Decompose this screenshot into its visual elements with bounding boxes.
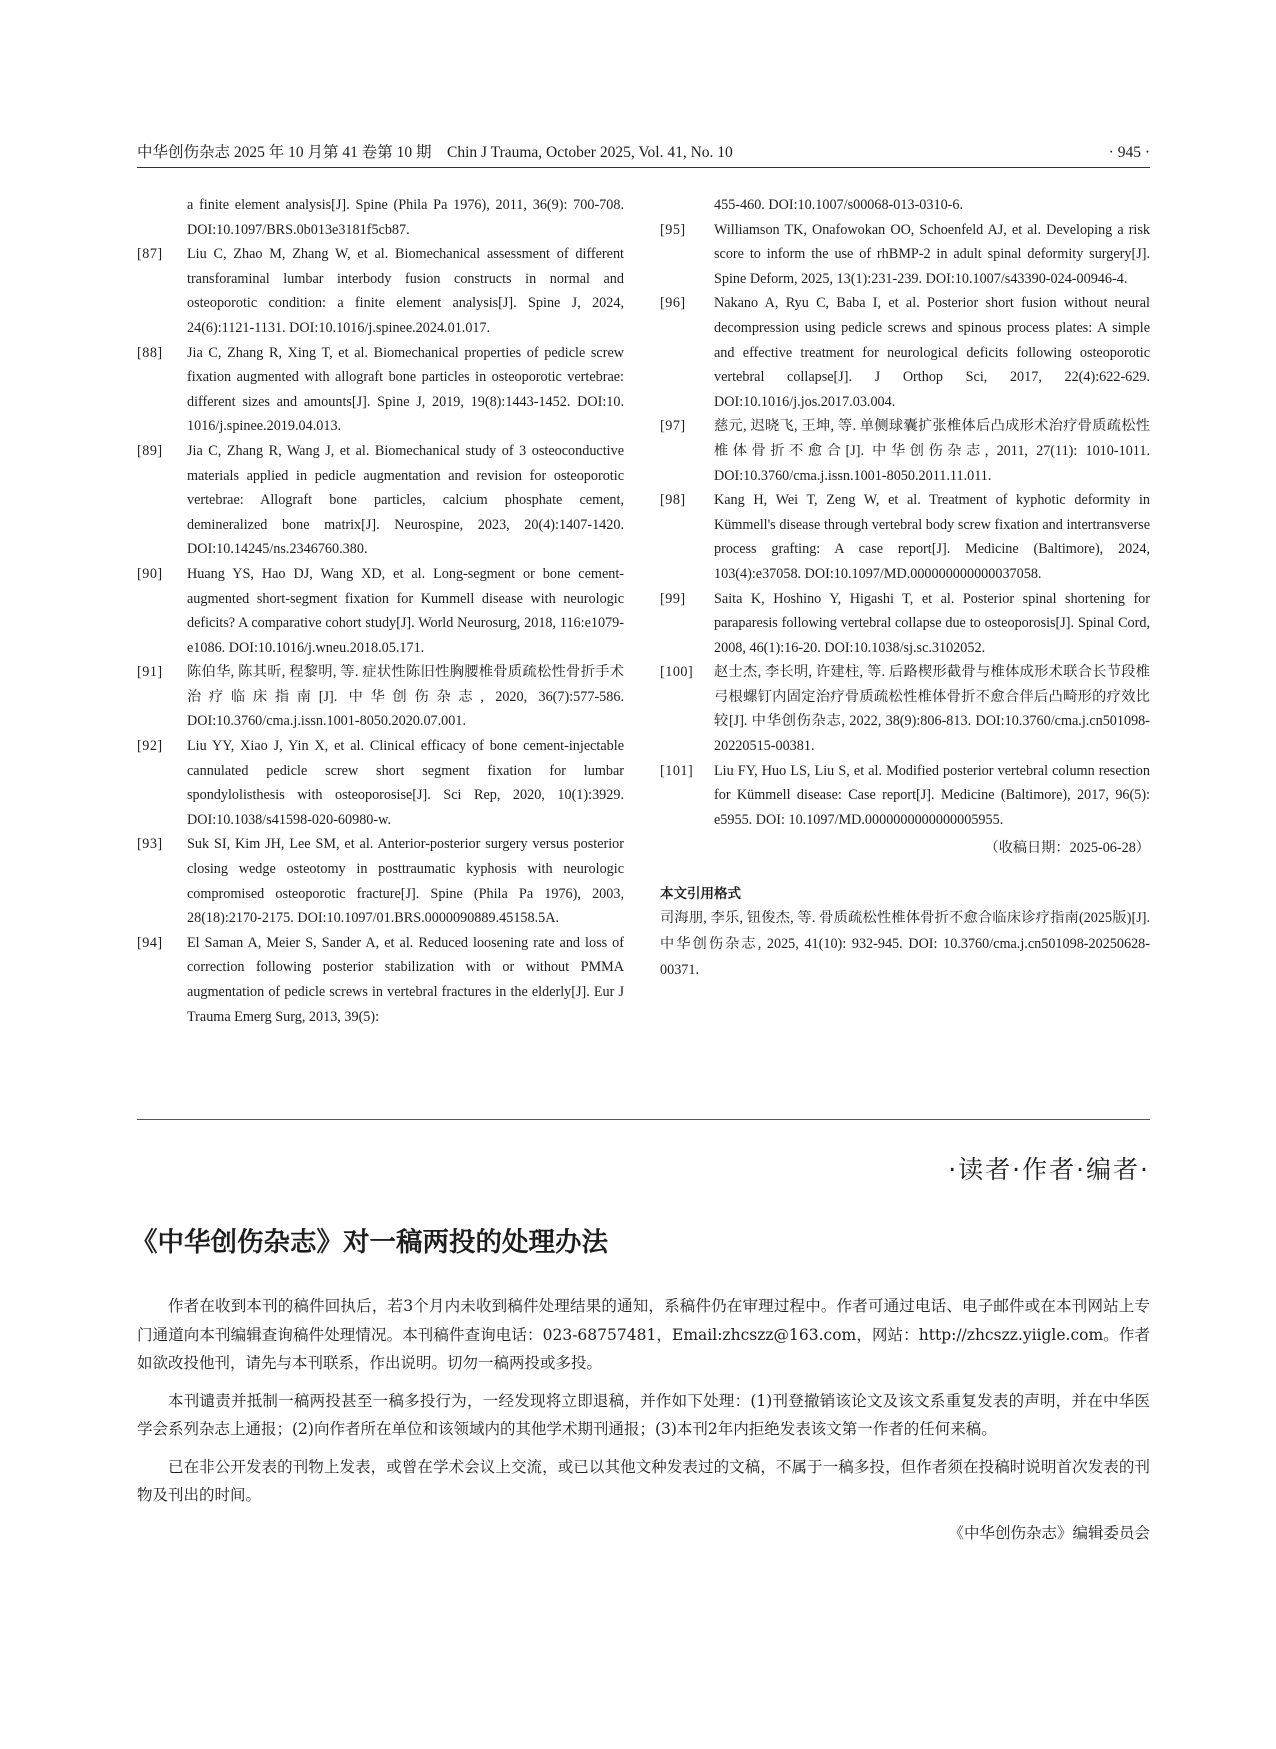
running-header [137, 141, 1150, 165]
reference-number: [94] [137, 934, 163, 951]
reference-number: [97] [660, 418, 686, 435]
editorial-signature: 《中华创伤杂志》编辑委员会 [948, 1523, 1150, 1542]
reference-number: [96] [660, 295, 686, 312]
section-divider [137, 1119, 1150, 1120]
reference-item [137, 931, 624, 1029]
reference-item [660, 291, 1150, 414]
header-divider [137, 167, 1150, 168]
reference-item [137, 341, 624, 439]
reference-item [660, 488, 1150, 586]
article-body [137, 1292, 1150, 1547]
reference-text: Huang YS, Hao DJ, Wang XD, et al. Long-segment or bone cement-augmented short-segment fixation for Kummell disease with neurologic deficits? A comparative cohort study[J]. World Neurosurg, 2018, 116:e1079-e1086. DOI:10.1016/j.wneu.2018.05.171. [187, 565, 624, 656]
reference-text: Williamson TK, Onafowokan OO, Schoenfeld AJ, et al. Developing a risk score to inform the use of rhBMP-2 in adult spinal deformity surgery[J]. Spine Deform, 2025, 13(1):231-239. DOI:10.1007/s43390-024-00946-4. [714, 221, 1150, 287]
article-paragraph: 已在非公开发表的刊物上发表，或曾在学术会议上交流，或已以其他文种发表过的文稿，不属于一稿多投，但作者须在投稿时说明首次发表的刊物及刊出的时间。 [137, 1457, 1150, 1504]
reference-text: 赵士杰, 李长明, 许建柱, 等. 后路楔形截骨与椎体成形术联合长节段椎弓根螺钉内固定治疗骨质疏松性椎体骨折不愈合伴后凸畸形的疗效比较[J]. 中华创伤杂志, 2022, 38(9):806-813. DOI:10.3760/cma.j.cn501098-20220515-00381. [714, 664, 1150, 755]
reference-text: Liu C, Zhao M, Zhang W, et al. Biomechanical assessment of different transforaminal lumbar interbody fusion constructs in normal and osteoporotic condition: a finite element analysis[J]. Spine J, 2024, 24(6):1121-1131. DOI:10.1016/j.spinee.2024.01.017. [187, 246, 624, 336]
reference-text: Liu YY, Xiao J, Yin X, et al. Clinical efficacy of bone cement-injectable cannulated pedicle screw short segment fixation for lumbar spondylolisthesis with osteoporosise[J]. Sci Rep, 2020, 10(1):3929. DOI:10.1038/s41598-020-60980-w. [187, 738, 624, 828]
reference-number: [99] [660, 590, 686, 607]
journal-issue-line: 中华创伤杂志 2025 年 10 月第 41 卷第 10 期 Chin J Trauma, October 2025, Vol. 41, No. 10 [137, 144, 733, 161]
reference-text: Suk SI, Kim JH, Lee SM, et al. Anterior-posterior surgery versus posterior closing wedge osteotomy in posttraumatic kyphosis with neurologic compromised osteoporotic fracture[J]. Spine (Phila Pa 1976), 2003, 28(18):2170-2175. DOI:10.1097/01.BRS.0000090889.45158.5A. [187, 836, 624, 927]
reference-text: Jia C, Zhang R, Wang J, et al. Biomechanical study of 3 osteoconductive materials applied in pedicle augmentation and revision for osteoporotic vertebrae: Allograft bone particles, calcium phosphate cement, demineralized bone matrix[J]. Neurospine, 2023, 20(4):1407-1420. DOI:10.14245/ns.2346760.380. [187, 442, 624, 558]
article-title: 《中华创伤杂志》对一稿两投的处理办法 [131, 1227, 608, 1258]
reference-number: [92] [137, 738, 163, 755]
reference-number: [98] [660, 492, 686, 509]
column-label: ·读者·作者·编者· [948, 1155, 1150, 1184]
article-paragraph: 本刊谴责并抵制一稿两投甚至一稿多投行为，一经发现将立即退稿，并作如下处理：(1)刊登撤销该论文及该文系重复发表的声明，并在中华医学会系列杂志上通报；(2)向作者所在单位和该领域内的其他学术期刊通报；(3)本刊2年内拒绝发表该文第一作者的任何来稿。 [137, 1391, 1150, 1438]
article-paragraph: 作者在收到本刊的稿件回执后，若3个月内未收到稿件处理结果的通知，系稿件仍在审理过程中。作者可通过电话、电子邮件或在本刊网站上专门通道向本刊编辑查询稿件处理情况。本刊稿件查询电话：023-68757481，Email:zhcszz@163.com，网站：http://zhcszz.yiigle.com。作者如欲改投他刊，请先与本刊联系，作出说明。切勿一稿两投或多投。 [137, 1297, 1150, 1372]
reference-text: a finite element analysis[J]. Spine (Phila Pa 1976), 2011, 36(9): 700-708. DOI:10.1097/BRS.0b013e3181f5cb87. [187, 197, 624, 238]
reference-text: 慈元, 迟晓飞, 王坤, 等. 单侧球囊扩张椎体后凸成形术治疗骨质疏松性椎体骨折不愈合[J]. 中华创伤杂志, 2011, 27(11): 1010-1011. DOI:10.3760/cma.j.issn.1001-8050.2011.11.011. [714, 418, 1150, 484]
reference-item [137, 193, 624, 242]
reference-text: 455-460. DOI:10.1007/s00068-013-0310-6. [714, 197, 964, 213]
page-number: · 945 · [1108, 144, 1150, 161]
reference-item [137, 562, 624, 660]
reference-number: [95] [660, 221, 686, 238]
reference-item [137, 734, 624, 832]
reference-number: [100] [660, 664, 694, 681]
reference-item [660, 218, 1150, 292]
reference-number: [87] [137, 246, 163, 263]
reference-item [660, 660, 1150, 758]
reference-text: Kang H, Wei T, Zeng W, et al. Treatment of kyphotic deformity in Kümmell's disease through vertebral body screw fixation and intertransverse process grafting: A case report[J]. Medicine (Baltimore), 2024, 103(4):e37058. DOI:10.1097/MD.000000000000037058. [714, 492, 1150, 582]
received-date: （收稿日期：2025-06-28） [984, 840, 1150, 857]
reference-text: Jia C, Zhang R, Xing T, et al. Biomechanical properties of pedicle screw fixation augmented with allograft bone particles in osteoporotic vertebrae: different sizes and amounts[J]. Spine J, 2019, 19(8):1443-1452. DOI:10. 1016/j.spinee.2019.04.013. [187, 344, 624, 435]
citation-heading: 本文引用格式 [660, 886, 741, 903]
reference-text: Nakano A, Ryu C, Baba I, et al. Posterior short fusion without neural decompression using pedicle screws and spinous process plates: A simple and effective treatment for neurological deficits following osteoporotic vertebral collapse[J]. J Orthop Sci, 2017, 22(4):622-629. DOI:10.1016/j.jos.2017.03.004. [714, 295, 1150, 410]
reference-text: Liu FY, Huo LS, Liu S, et al. Modified posterior vertebral column resection for Kümmell disease: Case report[J]. Medicine (Baltimore), 2017, 96(5): e5955. DOI: 10.1097/MD.0000000000000005955. [714, 762, 1150, 828]
reference-number: [101] [660, 762, 694, 779]
reference-item [137, 660, 624, 734]
reference-number: [91] [137, 664, 163, 681]
reference-item [660, 587, 1150, 661]
reference-item [660, 193, 1150, 218]
reference-number: [90] [137, 565, 163, 582]
reference-item [137, 439, 624, 562]
reference-number: [88] [137, 344, 163, 361]
reference-item [660, 759, 1150, 833]
references-left-column [137, 193, 624, 1029]
reference-text: 陈伯华, 陈其昕, 程黎明, 等. 症状性陈旧性胸腰椎骨质疏松性骨折手术治疗临床指南[J]. 中华创伤杂志, 2020, 36(7):577-586. DOI:10.3760/cma.j.issn.1001-8050.2020.07.001. [187, 664, 624, 730]
reference-text: El Saman A, Meier S, Sander A, et al. Reduced loosening rate and loss of correction following posterior stabilization with or without PMMA augmentation of pedicle screws in vertebral fractures in the elderly[J]. Eur J Trauma Emerg Surg, 2013, 39(5): [187, 934, 624, 1025]
reference-text: Saita K, Hoshino Y, Higashi T, et al. Posterior spinal shortening for paraparesis following vertebral collapse due to osteoporosis[J]. Spinal Cord, 2008, 46(1):16-20. DOI:10.1038/sj.sc.3102052. [714, 590, 1150, 656]
reference-item [137, 242, 624, 340]
reference-item [660, 414, 1150, 488]
citation-text: 司海朋, 李乐, 钮俊杰, 等. 骨质疏松性椎体骨折不愈合临床诊疗指南(2025版)[J]. 中华创伤杂志, 2025, 41(10): 932-945. DOI: 10.3760/cma.j.cn501098-20250628-00371. [660, 910, 1150, 979]
reference-number: [89] [137, 442, 163, 459]
reference-item [137, 832, 624, 930]
references-right-column [660, 193, 1150, 983]
reference-number: [93] [137, 836, 163, 853]
